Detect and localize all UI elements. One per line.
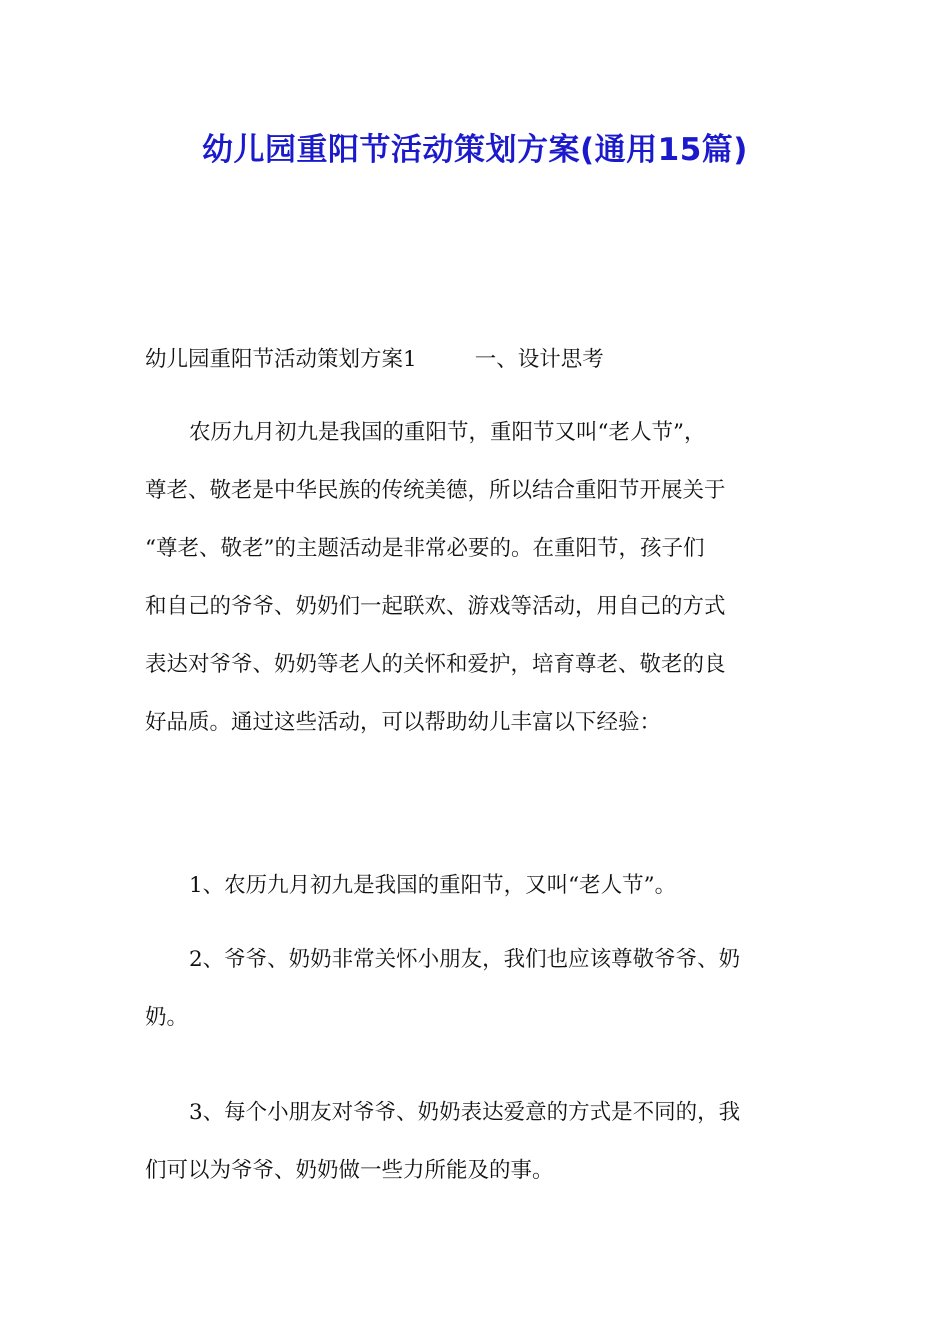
list-item-line: 奶。 bbox=[145, 1005, 189, 1030]
list-item-line: 3、每个小朋友对爷爷、奶奶表达爱意的方式是不同的，我 bbox=[189, 1100, 741, 1125]
section-heading-line bbox=[145, 337, 604, 383]
paragraph-line: 表达对爷爷、奶奶等老人的关怀和爱护，培育尊老、敬老的良 bbox=[145, 652, 726, 677]
document-title: 幼儿园重阳节活动策划方案(通用15篇) bbox=[202, 132, 748, 168]
paragraph-line: 和自己的爷爷、奶奶们一起联欢、游戏等活动，用自己的方式 bbox=[145, 594, 726, 619]
paragraph-line: 尊老、敬老是中华民族的传统美德，所以结合重阳节开展关于 bbox=[145, 478, 726, 503]
list-item-line: 们可以为爷爷、奶奶做一些力所能及的事。 bbox=[145, 1158, 554, 1183]
paragraph-intro bbox=[145, 404, 815, 752]
list-item-3 bbox=[145, 1084, 815, 1200]
list-item-line: 2、爷爷、奶奶非常关怀小朋友，我们也应该尊敬爷爷、奶 bbox=[189, 947, 741, 972]
list-item-line: 1、农历九月初九是我国的重阳节，又叫“老人节”。 bbox=[189, 873, 677, 898]
list-item-2 bbox=[145, 931, 815, 1047]
paragraph-line: 农历九月初九是我国的重阳节，重阳节又叫“老人节”， bbox=[189, 420, 706, 445]
subheading-design-thinking: 一、设计思考 bbox=[474, 347, 604, 372]
paragraph-line: “尊老、敬老”的主题活动是非常必要的。在重阳节，孩子们 bbox=[145, 536, 705, 561]
section-heading: 幼儿园重阳节活动策划方案1 bbox=[145, 347, 417, 372]
paragraph-line: 好品质。通过这些活动，可以帮助幼儿丰富以下经验： bbox=[145, 710, 662, 735]
list-item-1 bbox=[145, 857, 815, 915]
